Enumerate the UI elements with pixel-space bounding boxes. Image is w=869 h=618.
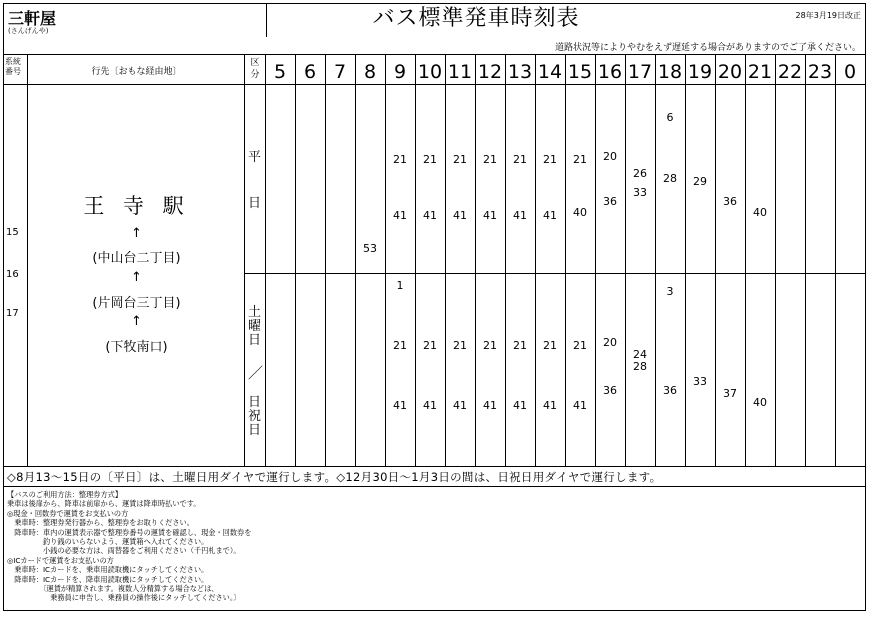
weekday-minute-12-21: 21	[483, 152, 497, 166]
holiday-minute-16-36: 36	[603, 384, 617, 397]
via-stop-3: (下牧南口)	[105, 340, 168, 355]
weekday-minute-14-21: 21	[543, 152, 557, 166]
weekday-minute-10-41: 41	[423, 208, 437, 222]
holiday-minute-12-41: 41	[483, 399, 497, 412]
weekday-minute-13-21: 21	[513, 152, 527, 166]
weekday-minute-16-36: 36	[603, 194, 617, 208]
holiday-char-2: 曜	[248, 319, 262, 334]
revision-date: 28年3月19日改正	[795, 11, 861, 20]
hour-header-13: 13	[507, 61, 533, 83]
weekday-minute-15-40: 40	[573, 206, 587, 219]
holiday-minute-14-41: 41	[543, 399, 557, 412]
fare-line: 〔運賃が精算されます。複数人分精算する場合などは、	[7, 584, 219, 594]
destination-name: 王 寺 駅	[83, 194, 190, 218]
holiday-char-1: 土	[248, 305, 262, 320]
via-arrow-1: ↑	[131, 226, 142, 241]
route-number-header: 系統番号	[5, 57, 21, 76]
holiday-minute-12-21: 21	[483, 339, 497, 352]
weekday-minute-14-41: 41	[543, 208, 557, 222]
hour-header-21: 21	[747, 61, 773, 83]
hour-header-10: 10	[417, 61, 443, 83]
route-number-16: 16	[6, 269, 19, 280]
stop-reading: (さんげんや)	[8, 27, 49, 35]
kubun-header: 区分	[250, 58, 260, 80]
weekday-char-1: 平	[248, 150, 262, 165]
hour-header-8: 8	[363, 61, 377, 83]
weekday-minute-11-41: 41	[453, 208, 467, 222]
via-arrow-2: ↑	[131, 270, 142, 285]
fare-line: 小銭の必要な方は、両替器をご利用ください（千円札まで）。	[7, 546, 241, 556]
holiday-char-4: ／	[248, 364, 264, 382]
weekday-minute-13-41: 41	[513, 208, 527, 222]
weekday-minute-11-21: 21	[453, 152, 467, 166]
holiday-minute-17-28: 28	[633, 360, 647, 373]
fare-line: 乗務員に申告し、乗務員の操作後にタッチしてください。〕	[7, 593, 241, 603]
weekday-minute-12-41: 41	[483, 208, 497, 222]
holiday-char-6: 祝	[248, 409, 262, 424]
fare-info	[7, 490, 251, 603]
special-notice: ◇8月13～15日の〔平日〕は、土曜日用ダイヤで運行します。◇12月30日～1月3日の間は、日祝日用ダイヤで運行します。	[7, 470, 662, 484]
fare-line: 乗車時：整理券発行器から、整理券をお取りください。	[7, 518, 194, 528]
destination-header: 行先〔おもな経由地〕	[91, 67, 182, 77]
fare-line: 乗車は後扉から、降車は前扉から、運賃は降車時払いです。	[7, 499, 201, 509]
holiday-minute-13-21: 21	[513, 339, 527, 352]
weekday-minute-19-29: 29	[693, 175, 707, 189]
holiday-minute-17-24: 24	[633, 348, 647, 361]
holiday-minute-9-21: 21	[393, 339, 407, 352]
hour-header-19: 19	[687, 61, 713, 83]
route-number-17: 17	[6, 308, 19, 319]
weekday-char-2: 日	[248, 196, 262, 211]
weekday-minute-21-40: 40	[753, 206, 767, 219]
fare-line: 釣り銭のいらないよう、運賃箱へ入れてください。	[7, 537, 209, 547]
weekday-minute-15-21: 21	[573, 152, 587, 166]
holiday-minute-13-41: 41	[513, 399, 527, 412]
holiday-minute-9-41: 41	[393, 399, 407, 412]
weekday-minute-18-28: 28	[663, 172, 677, 186]
via-stop-1: (中山台二丁目)	[92, 251, 181, 266]
stop-name: 三軒屋	[8, 9, 57, 28]
weekday-minute-8-53: 53	[363, 242, 377, 256]
holiday-minute-15-41: 41	[573, 399, 587, 412]
holiday-minute-15-21: 21	[573, 339, 587, 352]
via-arrow-3: ↑	[131, 314, 142, 329]
weekday-minute-17-33: 33	[633, 186, 647, 200]
weekday-minute-18-6: 6	[666, 110, 674, 124]
hour-header-12: 12	[477, 61, 503, 83]
weekday-minute-17-26: 26	[633, 166, 647, 180]
via-stop-2: (片岡台三丁目)	[92, 296, 181, 311]
hour-header-20: 20	[717, 61, 743, 83]
hour-header-23: 23	[807, 61, 833, 83]
holiday-char-7: 日	[248, 423, 262, 438]
hour-header-9: 9	[393, 61, 407, 83]
holiday-minute-19-33: 33	[693, 375, 707, 388]
hour-header-14: 14	[537, 61, 563, 83]
page-title: バス標準発車時刻表	[372, 6, 580, 31]
holiday-minute-18-36: 36	[663, 384, 677, 397]
holiday-minute-10-41: 41	[423, 399, 437, 412]
hour-header-5: 5	[273, 61, 287, 83]
holiday-minute-20-37: 37	[723, 387, 737, 400]
hour-header-7: 7	[333, 61, 347, 83]
weekday-minute-9-41: 41	[393, 208, 407, 222]
holiday-minute-11-41: 41	[453, 399, 467, 412]
holiday-minute-16-20: 20	[603, 336, 617, 349]
holiday-char-3: 日	[248, 333, 262, 348]
fare-line: 降車時：車内の運賃表示器で整理券番号の運賃を確認し、現金・回数券を	[7, 527, 252, 537]
fare-line: ◎ICカードで運賃をお支払いの方	[7, 555, 114, 565]
delay-notice: 道路状況等によりやむをえず遅延する場合がありますのでご了承ください。	[554, 43, 861, 53]
fare-line: 【バスのご利用方法：整理券方式】	[7, 490, 123, 499]
hour-header-17: 17	[627, 61, 653, 83]
hour-header-22: 22	[777, 61, 803, 83]
hour-header-15: 15	[567, 61, 593, 83]
holiday-minute-10-21: 21	[423, 339, 437, 352]
timetable-sheet	[3, 3, 866, 611]
weekday-minute-20-36: 36	[723, 194, 737, 208]
weekday-minute-9-21: 21	[393, 152, 407, 166]
holiday-minute-11-21: 21	[453, 339, 467, 352]
fare-line: ◎現金・回数券で運賃をお支払いの方	[7, 508, 129, 518]
fare-line: 降車時：ICカードを、降車用読取機にタッチしてください。	[7, 574, 209, 584]
holiday-minute-18-3: 3	[666, 285, 674, 298]
holiday-minute-9-1: 1	[396, 279, 404, 292]
hour-header-16: 16	[597, 61, 623, 83]
weekday-minute-10-21: 21	[423, 152, 437, 166]
route-number-15: 15	[6, 227, 19, 238]
hour-header-11: 11	[447, 61, 473, 83]
hour-header-0: 0	[843, 61, 857, 83]
weekday-minute-16-20: 20	[603, 150, 617, 163]
hour-header-18: 18	[657, 61, 683, 83]
fare-line: 乗車時：ICカードを、乗車用読取機にタッチしてください。	[7, 565, 209, 575]
holiday-char-5: 日	[248, 395, 262, 410]
holiday-minute-14-21: 21	[543, 339, 557, 352]
holiday-minute-21-40: 40	[753, 396, 767, 409]
hour-header-6: 6	[303, 61, 317, 83]
